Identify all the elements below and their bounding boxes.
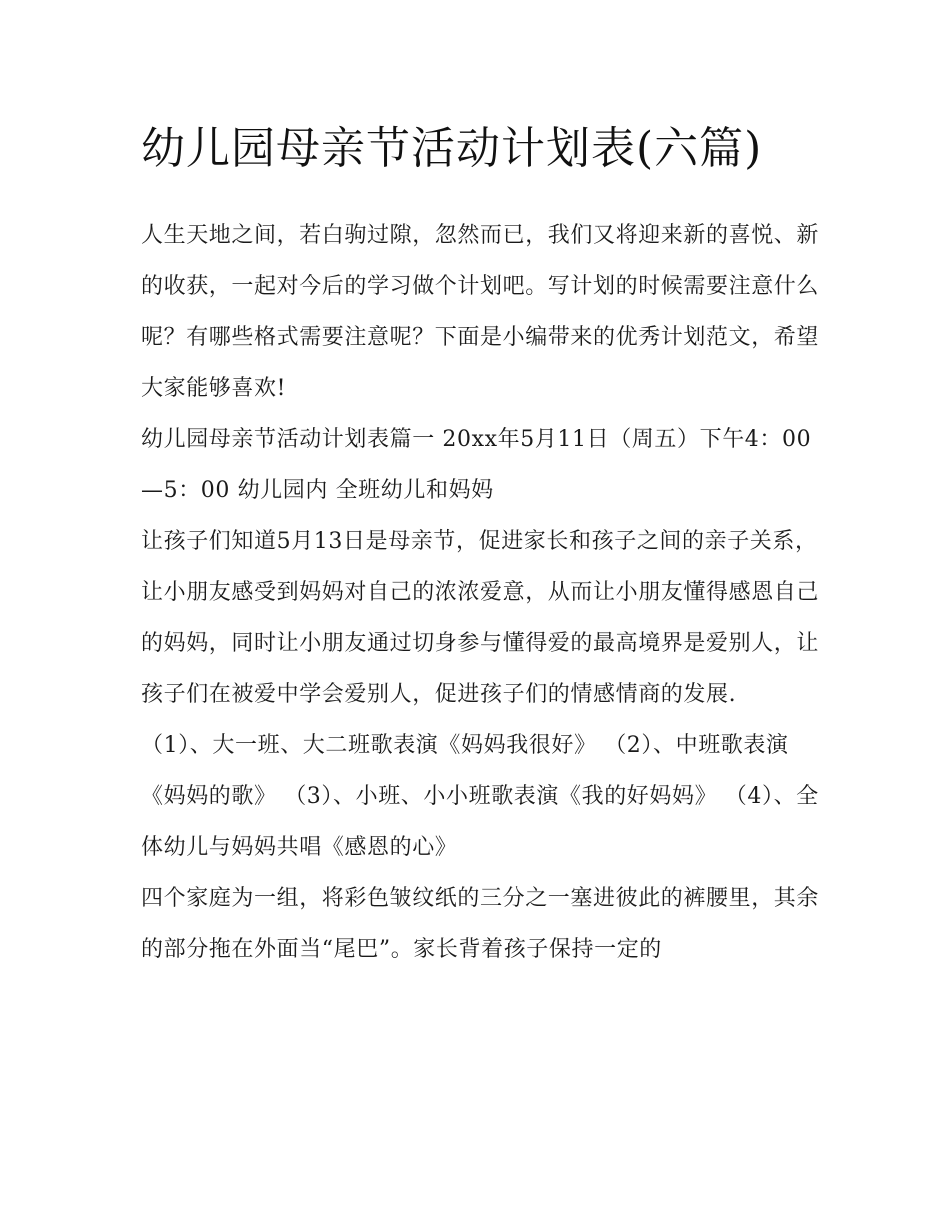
program-paragraph: （1）、大一班、大二班歌表演《妈妈我很好》 （2）、中班歌表演《妈妈的歌》 （3）、小班、小小班歌表演《我的好妈妈》 （4）、全体幼儿与妈妈共唱《感恩的心》 [141,733,819,860]
document-page [141,110,821,975]
purpose-paragraph: 让孩子们知道5月13日是母亲节，促进家长和孩子之间的亲子关系，让小朋友感受到妈妈对自己的浓浓爱意，从而让小朋友懂得感恩自己的妈妈，同时让小朋友通过切身参与懂得爱的最高境界是爱别人，让孩子们在被爱中学会爱别人，促进孩子们的情感情商的发展. [141,529,820,707]
game-paragraph: 四个家庭为一组，将彩色皱纹纸的三分之一塞进彼此的裤腰里，其余的部分拖在外面当“尾巴”。家长背着孩子保持一定的 [141,886,820,962]
intro-paragraph: 人生天地之间，若白驹过隙，忽然而已，我们又将迎来新的喜悦、新的收获，一起对今后的学习做个计划吧。写计划的时候需要注意什么呢？有哪些格式需要注意呢？下面是小编带来的优秀计划范文，希望大家能够喜欢! [141,223,820,401]
event-info-paragraph: 幼儿园母亲节活动计划表篇一 20xx年5月11日（周五）下午4：00—5：00 幼儿园内 全班幼儿和妈妈 [141,427,812,503]
document-title: 幼儿园母亲节活动计划表(六篇) [141,123,763,174]
